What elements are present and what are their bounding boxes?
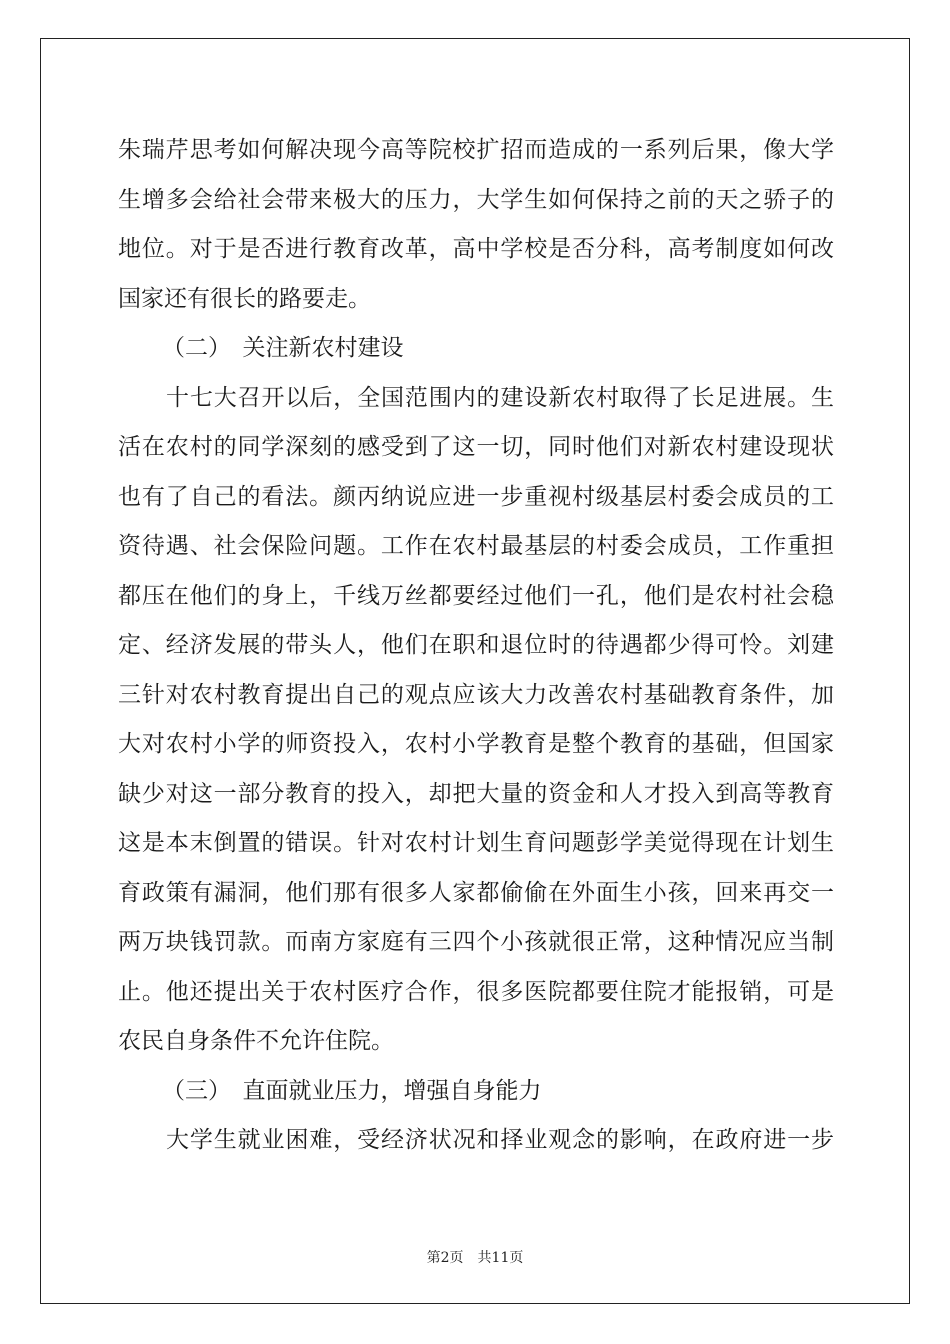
- body-line: 定、经济发展的带头人，他们在职和退位时的待遇都少得可怜。刘建: [118, 632, 834, 658]
- body-line: 止。他还提出关于农村医疗合作，很多医院都要住院才能报销，可是: [118, 978, 834, 1005]
- page-footer: 第2页 共11页: [426, 1250, 524, 1266]
- body-line: 活在农村的同学深刻的感受到了这一切，同时他们对新农村建设现状: [118, 434, 834, 460]
- body-line: 三针对农村教育提出自己的观点应该大力改善农村基础教育条件，加: [118, 681, 834, 708]
- body-line: 两万块钱罚款。而南方家庭有三四个小孩就很正常，这种情况应当制: [118, 929, 834, 955]
- body-line: 十七大召开以后，全国范围内的建设新农村取得了长足进展。生: [166, 384, 834, 411]
- body-line: 大对农村小学的师资投入，农村小学教育是整个教育的基础，但国家: [118, 731, 834, 757]
- body-line: 生增多会给社会带来极大的压力，大学生如何保持之前的天之骄子的: [118, 186, 834, 213]
- section-heading: （二） 关注新农村建设: [162, 335, 404, 361]
- body-line: 资待遇、社会保险问题。工作在农村最基层的村委会成员，工作重担: [118, 533, 834, 559]
- document-body: [118, 126, 834, 1166]
- body-line: 农民自身条件不允许住院。: [118, 1028, 394, 1054]
- body-line: 缺少对这一部分教育的投入，却把大量的资金和人才投入到高等教育: [118, 780, 834, 807]
- section-heading: （三） 直面就业压力，增强自身能力: [162, 1077, 542, 1104]
- body-line: 这是本末倒置的错误。针对农村计划生育问题彭学美觉得现在计划生: [118, 830, 834, 856]
- body-line: 育政策有漏洞，他们那有很多人家都偷偷在外面生小孩，回来再交一: [118, 879, 834, 906]
- body-line: 地位。对于是否进行教育改革，高中学校是否分科，高考制度如何改: [118, 236, 834, 262]
- body-line: 朱瑞芹思考如何解决现今高等院校扩招而造成的一系列后果，像大学: [118, 137, 834, 163]
- body-line: 大学生就业困难，受经济状况和择业观念的影响，在政府进一步: [166, 1127, 834, 1153]
- body-line: 也有了自己的看法。颜丙纳说应进一步重视村级基层村委会成员的工: [118, 483, 834, 510]
- body-line: 都压在他们的身上，千线万丝都要经过他们一孔，他们是农村社会稳: [118, 582, 834, 609]
- body-line: 国家还有很长的路要走。: [118, 285, 371, 312]
